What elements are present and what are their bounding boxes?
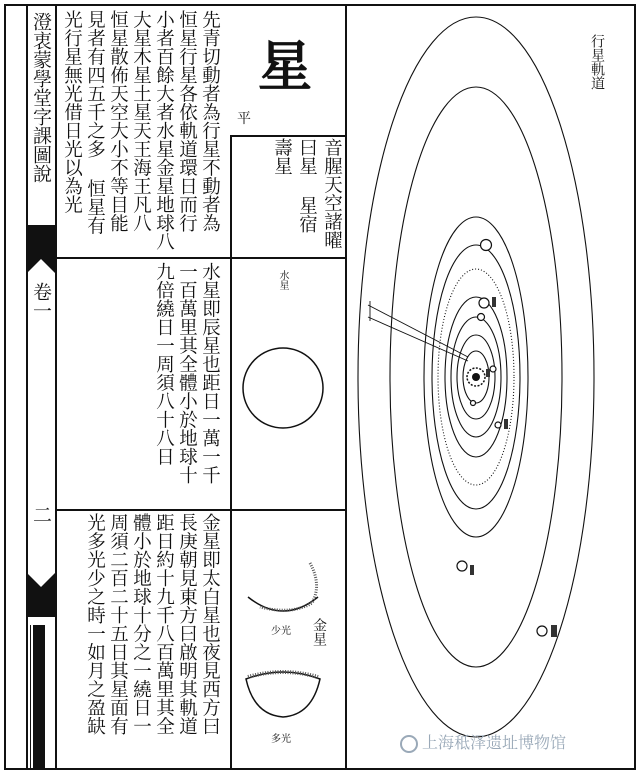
main-text-col-5: 恒星散佈天空大小不等目能: [107, 10, 129, 232]
spine-fishtail-bottom: [27, 573, 55, 591]
venus-text-col-2: 長庚朝見東方曰啟明其軌道: [176, 513, 198, 735]
venus-planet-icon: [490, 366, 496, 372]
header-rule: [230, 135, 346, 137]
venus-gibbous-illustration: [240, 665, 326, 725]
spine-right-rule: [55, 4, 57, 770]
venus-text-col-4: 體小於地球十分之一繞日一: [130, 513, 152, 735]
saturn-planet-icon: [481, 240, 492, 251]
venus-text-col-3: 距日約十九千八百萬里其全: [153, 513, 175, 735]
mercury-text-col-3: 九倍繞日一周須八十八日: [153, 262, 175, 466]
mercury-label: 水星: [277, 270, 288, 290]
spine-fishtail-top: [27, 255, 55, 273]
annotation-col-1: 音腥天空諸曜: [321, 138, 343, 249]
venus-phase-full-light: 多光: [271, 734, 291, 745]
mercury-text-col-1: 水星即辰星也距日一萬一千: [199, 262, 221, 484]
text-image-divider: [230, 135, 232, 770]
tone-mark: 平: [237, 111, 251, 127]
section-rule-2: [55, 509, 346, 511]
venus-crescent-illustration: [240, 555, 326, 625]
entry-character: 星: [258, 34, 312, 98]
section-rule-1: [55, 257, 346, 259]
volume-label: 卷一: [30, 282, 52, 320]
mars-planet-icon: [495, 422, 501, 428]
earth-planet-icon: [478, 314, 485, 321]
museum-watermark: [400, 730, 566, 753]
book-title: 澄衷蒙學堂字課圖說: [30, 12, 52, 183]
jupiter-planet-icon: [479, 298, 489, 308]
venus-phase-small-light: 少光: [271, 626, 291, 637]
spine-left-rule: [26, 4, 28, 770]
spine-bottom-block: [27, 591, 55, 617]
annotation-col-2: 曰星 星宿: [296, 138, 318, 233]
wechat-logo-icon: [400, 735, 418, 753]
venus-text-col-6: 光多光少之時一如月之盈缺: [84, 513, 106, 735]
watermark-text: 上海秪泽遗址博物馆: [422, 733, 567, 752]
page-number: 二: [30, 505, 52, 524]
main-text-col-6: 見者有四五千之多 恒星有: [84, 10, 106, 235]
uranus-planet-icon: [457, 561, 467, 571]
mercury-illustration: [240, 345, 326, 431]
main-text-col-4: 大星木星土星天王海王凡八: [130, 10, 152, 232]
mercury-planet-icon: [471, 401, 476, 406]
venus-text-col-5: 周須二百二十五日其星面有: [107, 513, 129, 735]
main-text-col-3: 小者百餘大者水星金星地球八: [153, 10, 175, 251]
spine-bottom-bar: [33, 625, 45, 769]
main-text-col-7: 光行星無光借日光以為光: [61, 10, 83, 214]
spine-bottom-line: [30, 625, 31, 769]
venus-label: 金星: [311, 618, 327, 646]
neptune-planet-icon: [537, 626, 547, 636]
spine-top-block: [27, 225, 55, 255]
annotation-col-3: 壽星: [271, 138, 293, 175]
mercury-text-col-2: 一百萬里其全體小於地球十: [176, 262, 198, 484]
main-text-col-1: 先青切動者為行星不動者為: [199, 10, 221, 232]
main-text-col-2: 恒星行星各依軌道環日而行: [176, 10, 198, 232]
planetary-orbit-diagram: [346, 5, 634, 769]
venus-text-col-1: 金星即太白星也夜見西方曰: [199, 513, 221, 735]
orbit-diagram-title: 行星軌道: [589, 34, 605, 90]
